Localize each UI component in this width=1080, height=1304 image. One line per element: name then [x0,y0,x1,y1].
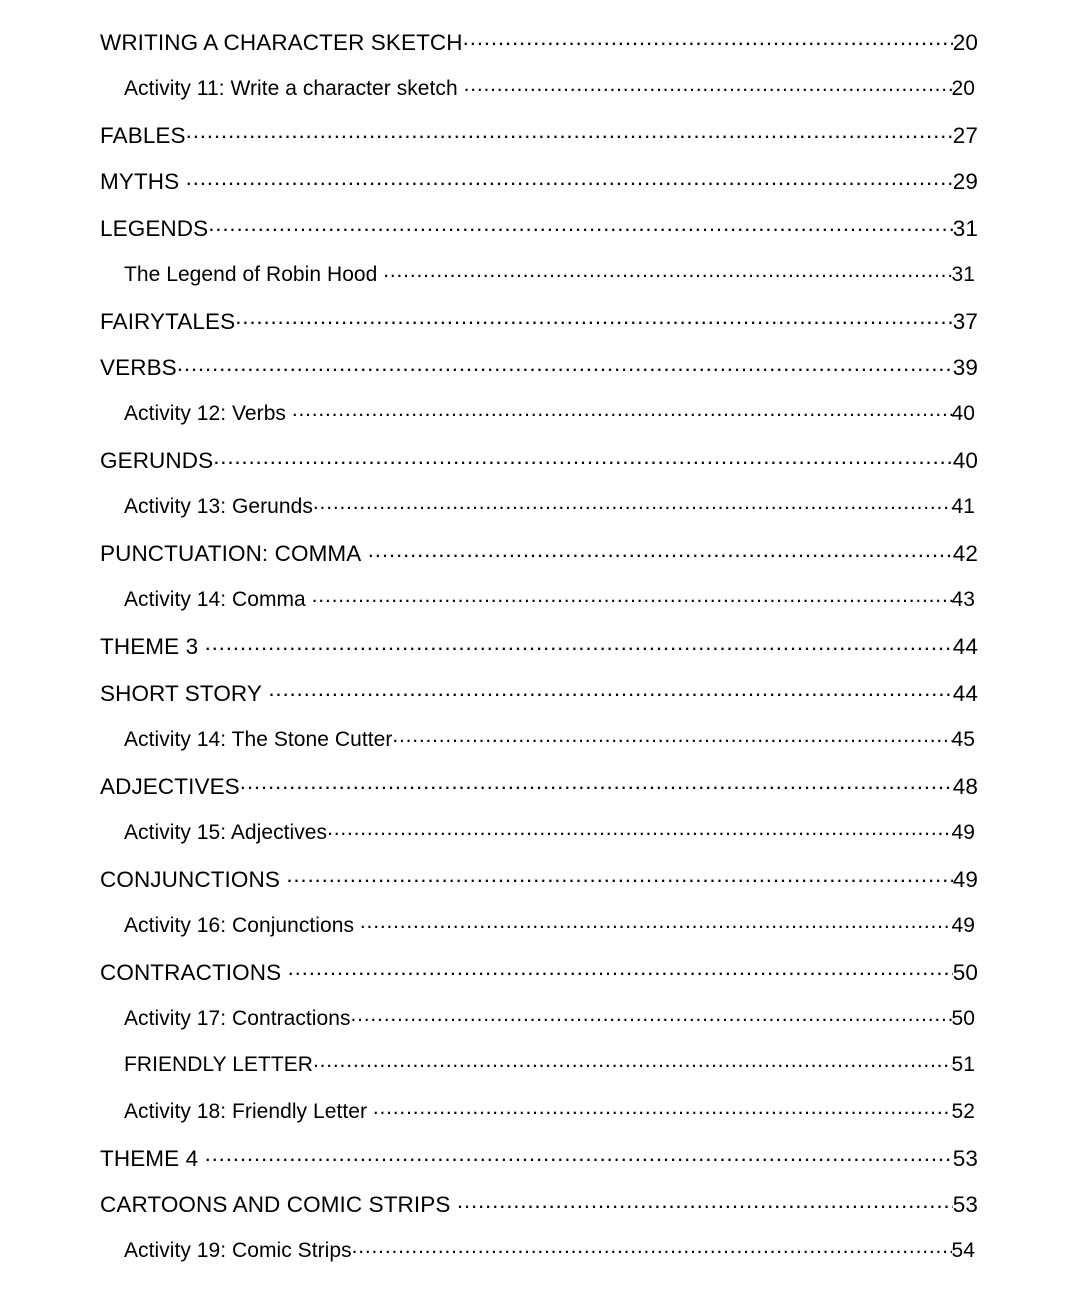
dot-leader [463,27,953,50]
toc-entry-title: Activity 11: Write a character sketch [124,76,458,100]
dot-leader [373,1097,952,1118]
dot-leader [312,585,952,606]
toc-entry-page-number: 31 [952,215,978,241]
toc-entry-title: The Legend of Robin Hood [124,262,378,286]
dot-leader [383,260,951,281]
toc-entry[interactable] [0,585,1080,632]
toc-entry[interactable] [0,864,1080,911]
toc-entry-page-number: 42 [952,541,978,566]
toc-entry-page-number: 48 [952,773,978,799]
toc-entry[interactable] [0,446,1080,493]
dot-leader [327,818,951,839]
toc-entry[interactable] [0,678,1080,725]
toc-entry-page-number: 45 [951,727,975,751]
toc-entry[interactable] [0,1004,1080,1051]
toc-entry-title: PUNCTUATION: COMMA [100,541,362,566]
dot-leader [286,864,952,887]
toc-entry-page-number: 40 [952,448,978,473]
dot-leader [268,678,952,701]
toc-entry-page-number: 53 [952,1192,978,1217]
dot-leader [313,1050,952,1071]
toc-entry-title: ADJECTIVES [100,773,240,799]
toc-entry-page-number: 51 [951,1053,975,1076]
toc-entry[interactable] [0,213,1080,260]
toc-entry[interactable] [0,492,1080,539]
toc-entry-page-number: 49 [951,913,975,937]
toc-entry-page-number: 27 [952,122,978,148]
toc-entry[interactable] [0,260,1080,307]
toc-entry-page-number: 43 [951,588,975,611]
toc-entry-title: LEGENDS [100,215,209,241]
toc-entry-title: SHORT STORY [100,680,262,706]
toc-entry-page-number: 49 [951,820,975,844]
toc-entry-title: CONTRACTIONS [100,959,282,985]
dot-leader [392,725,951,746]
toc-entry[interactable] [0,539,1080,586]
toc-entry-page-number: 52 [951,1099,975,1123]
toc-entry-title: Activity 12: Verbs [124,402,286,425]
toc-entry[interactable] [0,74,1080,121]
toc-entry-page-number: 41 [951,495,975,518]
dot-leader [360,911,952,932]
toc-entry[interactable] [0,911,1080,958]
dot-leader [368,539,953,562]
toc-entry-page-number: 49 [952,866,978,892]
toc-entry[interactable] [0,725,1080,772]
dot-leader [177,353,953,376]
toc-entry-title: Activity 18: Friendly Letter [124,1099,367,1123]
dot-leader [351,1004,952,1025]
toc-entry-title: THEME 4 [100,1145,199,1171]
toc-entry-title: MYTHS [100,169,180,194]
toc-entry[interactable] [0,771,1080,818]
toc-entry-page-number: 44 [952,634,978,659]
toc-entry-title: VERBS [100,355,177,380]
toc-entry-page-number: 31 [951,262,975,286]
toc-entry[interactable] [0,1236,1080,1283]
toc-entry-page-number: 20 [952,29,978,55]
toc-entry-page-number: 53 [952,1145,978,1171]
toc-entry[interactable] [0,632,1080,679]
dot-leader [240,771,953,794]
toc-entry-page-number: 50 [952,959,978,985]
toc-entry-page-number: 54 [951,1239,975,1262]
dot-leader [288,957,953,980]
dot-leader [464,74,952,95]
toc-entry-title: CONJUNCTIONS [100,866,280,892]
dot-leader [208,213,953,236]
toc-entry[interactable] [0,1097,1080,1144]
toc-entry-title: Activity 17: Contractions [124,1006,351,1030]
toc-list [0,27,1080,1283]
toc-entry[interactable] [0,1143,1080,1190]
dot-leader [292,399,952,420]
toc-entry-page-number: 44 [952,680,978,706]
toc-entry-page-number: 39 [952,355,978,380]
dot-leader [213,446,953,469]
toc-entry[interactable] [0,306,1080,353]
toc-entry-title: FABLES [100,122,186,148]
toc-entry-title: WRITING A CHARACTER SKETCH [100,29,463,55]
dot-leader [186,120,953,143]
toc-entry-title: THEME 3 [100,634,199,659]
toc-entry-title: GERUNDS [100,448,214,473]
toc-entry-title: Activity 13: Gerunds [124,495,313,518]
toc-entry-page-number: 29 [952,169,978,194]
toc-entry-title: FAIRYTALES [100,308,236,334]
toc-entry[interactable] [0,818,1080,865]
toc-entry-title: CARTOONS AND COMIC STRIPS [100,1192,451,1217]
dot-leader [352,1236,952,1257]
toc-entry[interactable] [0,1190,1080,1237]
toc-entry-title: Activity 16: Conjunctions [124,913,355,937]
toc-entry[interactable] [0,1050,1080,1097]
toc-entry-page-number: 20 [951,76,975,100]
toc-entry[interactable] [0,27,1080,74]
dot-leader [205,1143,953,1166]
toc-entry[interactable] [0,120,1080,167]
dot-leader [186,167,953,190]
dot-leader [205,632,953,655]
dot-leader [235,306,953,329]
toc-entry-title: Activity 15: Adjectives [124,820,328,844]
toc-entry-page-number: 40 [951,402,975,425]
toc-entry-title: FRIENDLY LETTER [124,1053,314,1076]
toc-entry-title: Activity 19: Comic Strips [124,1239,352,1262]
dot-leader [313,492,952,513]
toc-entry[interactable] [0,957,1080,1004]
toc-entry-title: Activity 14: Comma [124,588,306,611]
toc-entry-page-number: 37 [952,308,978,334]
dot-leader [457,1190,953,1213]
toc-entry[interactable] [0,353,1080,400]
toc-entry-page-number: 50 [951,1006,975,1030]
toc-entry-title: Activity 14: The Stone Cutter [124,727,393,751]
toc-entry[interactable] [0,399,1080,446]
toc-entry[interactable] [0,167,1080,214]
